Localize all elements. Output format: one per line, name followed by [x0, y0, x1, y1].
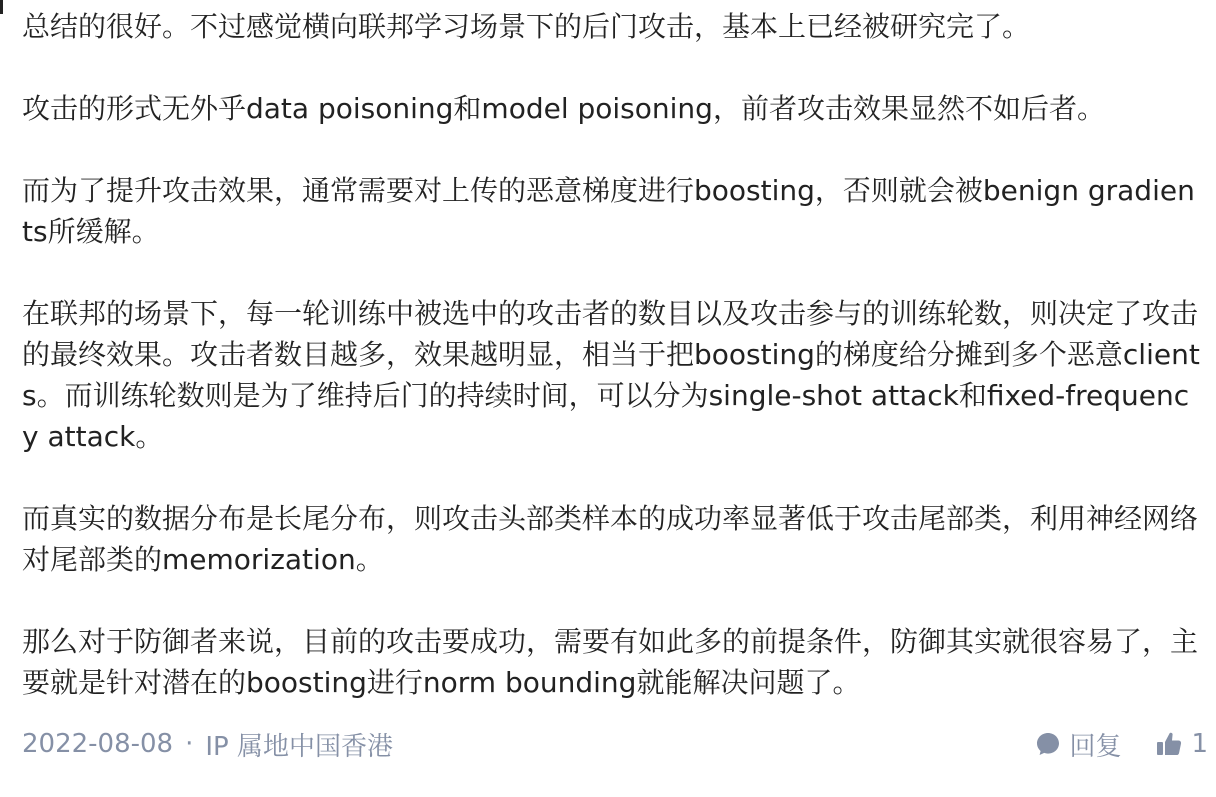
comment-paragraph-2: 攻击的形式无外乎data poisoning和model poisoning，前者攻击效果显然不如后者。	[22, 92, 1105, 125]
ip-location: IP 属地中国香港	[205, 731, 393, 762]
comment-actions	[1035, 726, 1208, 763]
comment-paragraph-6: 那么对于防御者来说，目前的攻击要成功，需要有如此多的前提条件，防御其实就很容易了，主要就是针对潜在的boosting进行norm bounding就能解决问题了。	[22, 625, 1199, 699]
reply-label: 回复	[1069, 731, 1122, 762]
reply-button[interactable]	[1035, 726, 1121, 763]
left-edge-marker	[0, 0, 3, 14]
comment-paragraph-5: 而真实的数据分布是长尾分布，则攻击头部类样本的成功率显著低于攻击尾部类，利用神经网络对尾部类的memorization。	[22, 502, 1199, 576]
like-count: 1	[1191, 729, 1208, 759]
comment-meta	[22, 726, 393, 763]
comment-footer	[22, 724, 1208, 764]
speech-bubble-icon	[1035, 731, 1061, 757]
comment-paragraph-3: 而为了提升攻击效果，通常需要对上传的恶意梯度进行boosting，否则就会被benign gradients所缓解。	[22, 174, 1195, 248]
comment-date: 2022-08-08	[22, 729, 174, 759]
thumbs-up-icon	[1155, 730, 1183, 758]
comment-paragraph-4: 在联邦的场景下，每一轮训练中被选中的攻击者的数目以及攻击参与的训练轮数，则决定了攻击的最终效果。攻击者数目越多，效果越明显，相当于把boosting的梯度给分摊到多个恶意clients。而训练轮数则是为了维持后门的持续时间，可以分为single-shot attack和fixed-frequency attack。	[22, 297, 1200, 453]
like-button[interactable]	[1155, 729, 1208, 759]
comment-body	[22, 6, 1202, 703]
comment-paragraph-1: 总结的很好。不过感觉横向联邦学习场景下的后门攻击，基本上已经被研究完了。	[22, 10, 1031, 43]
meta-separator: ·	[185, 729, 194, 759]
